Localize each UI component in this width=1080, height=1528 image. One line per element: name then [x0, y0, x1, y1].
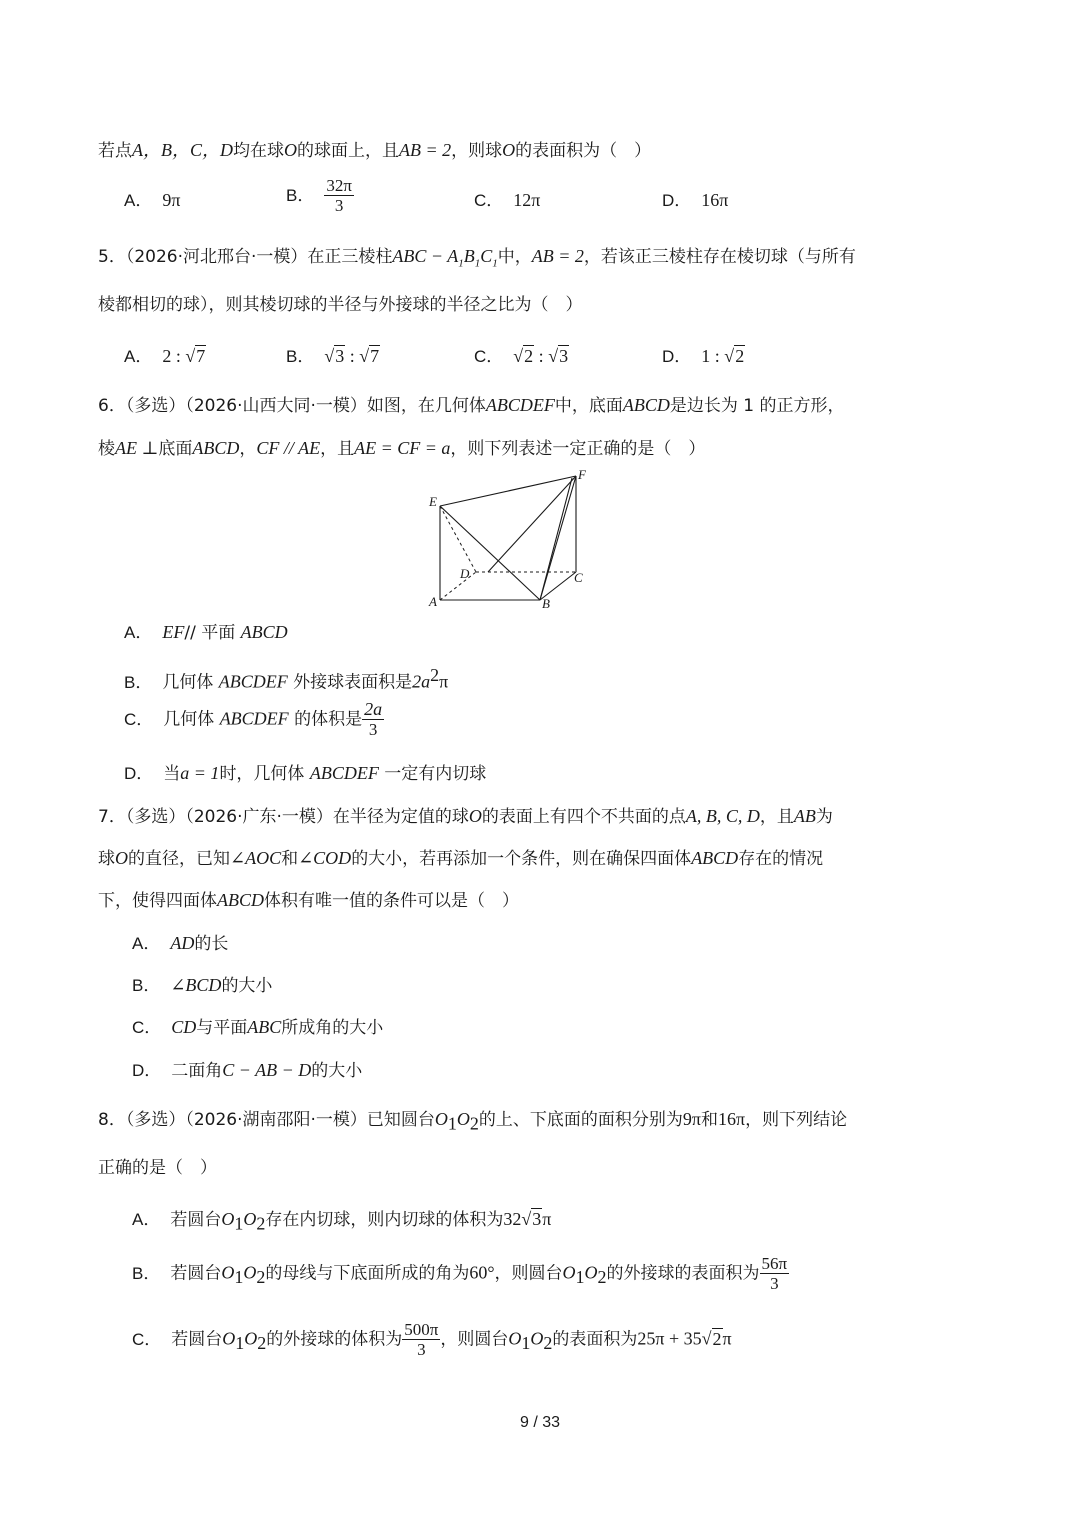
q5-option-d[interactable]: D． 1 : √2	[662, 346, 745, 366]
q7-option-a[interactable]: A． AD的长	[132, 933, 229, 954]
q8-option-b[interactable]: B． 若圆台$O_1O_2$的母线与下底面所成的角为60°，则圆台$O_1O_2$的外接球的表面积为 $\frac{56\pi}{3}$	[132, 1254, 788, 1293]
q8-option-c[interactable]: C． 若圆台$O_1O_2$的外接球的体积为 $\frac{500\pi}{3}$ ，则圆台$O_1O_2$的表面积为25π + 35√2π	[132, 1320, 732, 1359]
q5-option-a[interactable]: A． 2 : √7	[124, 346, 206, 366]
label-b: B	[542, 596, 550, 611]
edge-ef	[440, 476, 576, 506]
page-number: 9 / 33	[519, 1414, 561, 1431]
q8-option-a[interactable]: A． 若圆台$O_1O_2$存在内切球，则内切球的体积为32√3π	[132, 1209, 552, 1234]
q7-stem-line3: 下，使得四面体ABCD体积有唯一值的条件可以是（ ）	[98, 890, 519, 911]
q5-option-b[interactable]: B． √3 : √7	[286, 346, 380, 366]
q4-stem: 若点A，B，C，D均在球O的球面上，且AB = 2，则球O的表面积为（ ）	[98, 140, 652, 161]
edge-eb	[440, 506, 540, 600]
q6-geometry-figure	[420, 466, 595, 612]
q5-stem-line2: 棱都相切的球），则其棱切球的半径与外接球的半径之比为（ ）	[98, 295, 583, 315]
label-f: F	[578, 467, 586, 482]
q8-stem-line2: 正确的是（ ）	[98, 1158, 217, 1178]
q8-stem-line1: 8．（多选）（2026·湖南邵阳·一模）已知圆台$O_1O_2$的上、下底面的面积分别为9π和16π，则下列结论	[98, 1109, 848, 1134]
q7-stem-line1: 7．（多选）（2026·广东·一模）在半径为定值的球O的表面上有四个不共面的点A, B, C, D，且AB为	[98, 806, 833, 827]
q4-option-d[interactable]: D． 16π	[662, 190, 729, 210]
q4-option-c[interactable]: C． 12π	[474, 190, 541, 210]
edge-fb2	[540, 478, 572, 600]
q6-option-b[interactable]: B． 几何体 ABCDEF 外接球表面积是$2a^2\pi$	[124, 665, 449, 693]
q6-option-d[interactable]: D． 当a = 1时，几何体 ABCDEF 一定有内切球	[124, 763, 487, 784]
label-c: C	[574, 570, 583, 585]
edge-fd	[488, 476, 576, 572]
q5-stem-line1: 5．（2026·河北邢台·一模）在正三棱柱ABC − $A_1B_1C_1$中，AB = 2，若该正三棱柱存在棱切球（与所有	[98, 246, 856, 270]
edge-ed	[440, 506, 476, 572]
q5-option-c[interactable]: C． √2 : √3	[474, 346, 569, 366]
q6-stem-line1: 6．（多选）（2026·山西大同·一模）如图，在几何体ABCDEF中，底面ABCD是边长为 1 的正方形，	[98, 395, 845, 416]
q6-option-c[interactable]: C． 几何体 ABCDEF 的体积是 $\frac{2a}{3}$	[124, 699, 383, 739]
q4-option-b[interactable]: B． $\frac{32\pi}{3}$	[286, 176, 352, 215]
q7-option-c[interactable]: C． CD与平面ABC所成角的大小	[132, 1017, 384, 1038]
label-a: A	[429, 594, 437, 609]
q6-option-a[interactable]: A． EF// 平面 ABCD	[124, 622, 288, 643]
q4-option-a[interactable]: A． 9π	[124, 190, 181, 210]
q7-option-d[interactable]: D． 二面角C − AB − D的大小	[132, 1060, 363, 1081]
label-e: E	[429, 494, 437, 509]
q7-stem-line2: 球O的直径，已知∠AOC和∠COD的大小，若再添加一个条件，则在确保四面体ABCD存在的情况	[98, 848, 824, 869]
edge-ad	[440, 572, 476, 600]
q6-stem-line2: 棱AE ⊥底面ABCD，CF // AE，且AE = CF = a，则下列表述一定正确的是（ ）	[98, 438, 706, 459]
label-d: D	[460, 566, 470, 581]
q7-option-b[interactable]: B． ∠BCD的大小	[132, 975, 273, 996]
